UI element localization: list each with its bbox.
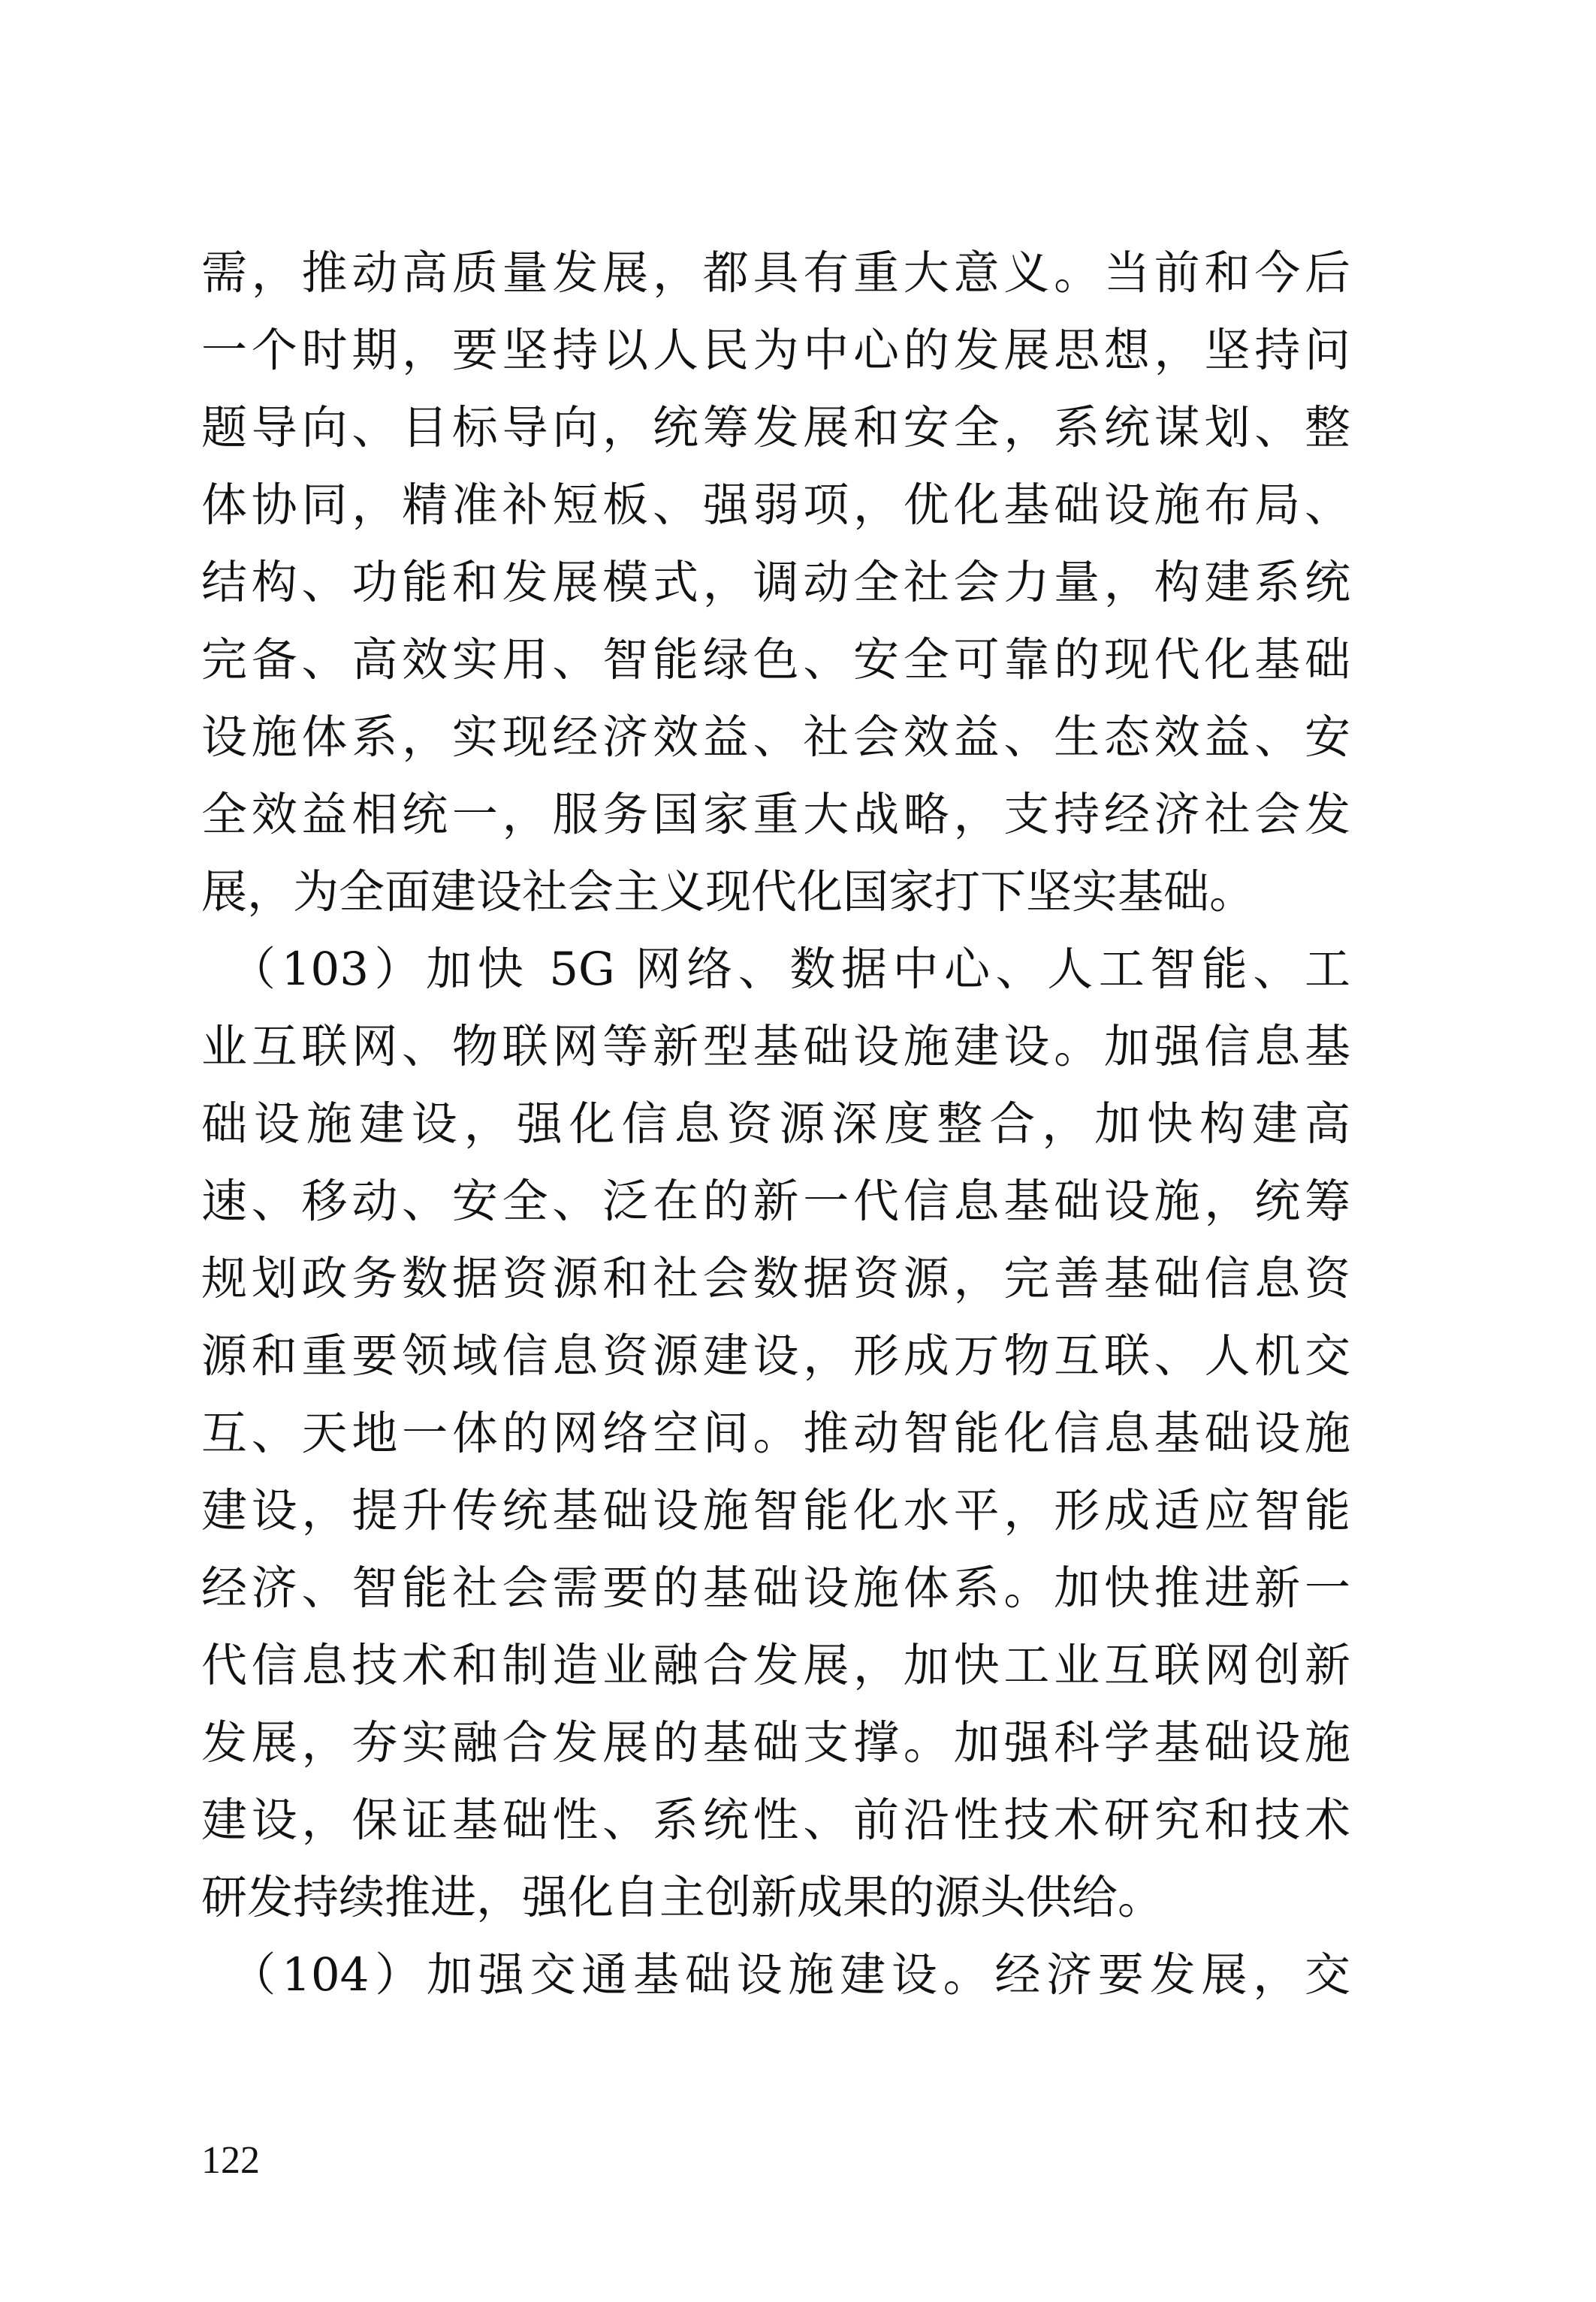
body-text-line: 发展，夯实融合发展的基础支撑。加强科学基础设施 [201,1716,1350,1769]
body-text-line: 体协同，精准补短板、强弱项，优化基础设施布局、 [201,478,1350,532]
body-text-line: 互、天地一体的网络空间。推动智能化信息基础设施 [201,1407,1350,1460]
body-text-line: 规划政务数据资源和社会数据资源，完善基础信息资 [201,1252,1350,1305]
body-text-line: 完备、高效实用、智能绿色、安全可靠的现代化基础 [201,633,1350,686]
paragraph-103-first-line: （103）加快 5G 网络、数据中心、人工智能、工 [201,943,1350,996]
body-text-line: 全效益相统一，服务国家重大战略，支持经济社会发 [201,788,1350,841]
body-text-line: 展，为全面建设社会主义现代化国家打下坚实基础。 [201,865,1256,919]
body-text-line: 代信息技术和制造业融合发展，加快工业互联网创新 [201,1639,1350,1692]
body-text-line: 速、移动、安全、泛在的新一代信息基础设施，统筹 [201,1175,1350,1228]
body-text-line: 业互联网、物联网等新型基础设施建设。加强信息基 [201,1020,1350,1073]
paragraph-104-first-line: （104）加强交通基础设施建设。经济要发展，交 [201,1948,1350,2002]
body-text-line: 一个时期，要坚持以人民为中心的发展思想，坚持问 [201,324,1350,377]
body-text-line: 建设，保证基础性、系统性、前沿性技术研究和技术 [201,1794,1350,1847]
body-text-line: 结构、功能和发展模式，调动全社会力量，构建系统 [201,556,1350,609]
body-text-line: 题导向、目标导向，统筹发展和安全，系统谋划、整 [201,401,1350,454]
body-text-line: 设施体系，实现经济效益、社会效益、生态效益、安 [201,711,1350,764]
body-text-line: 础设施建设，强化信息资源深度整合，加快构建高 [201,1097,1350,1151]
body-text-line: 研发持续推进，强化自主创新成果的源头供给。 [201,1871,1164,1924]
body-text-line: 源和重要领域信息资源建设，形成万物互联、人机交 [201,1329,1350,1383]
body-text-line: 经济、智能社会需要的基础设施体系。加快推进新一 [201,1561,1350,1615]
page-number: 122 [201,2139,260,2182]
body-text-line: 建设，提升传统基础设施智能化水平，形成适应智能 [201,1484,1350,1537]
body-text-line: 需，推动高质量发展，都具有重大意义。当前和今后 [201,246,1350,300]
